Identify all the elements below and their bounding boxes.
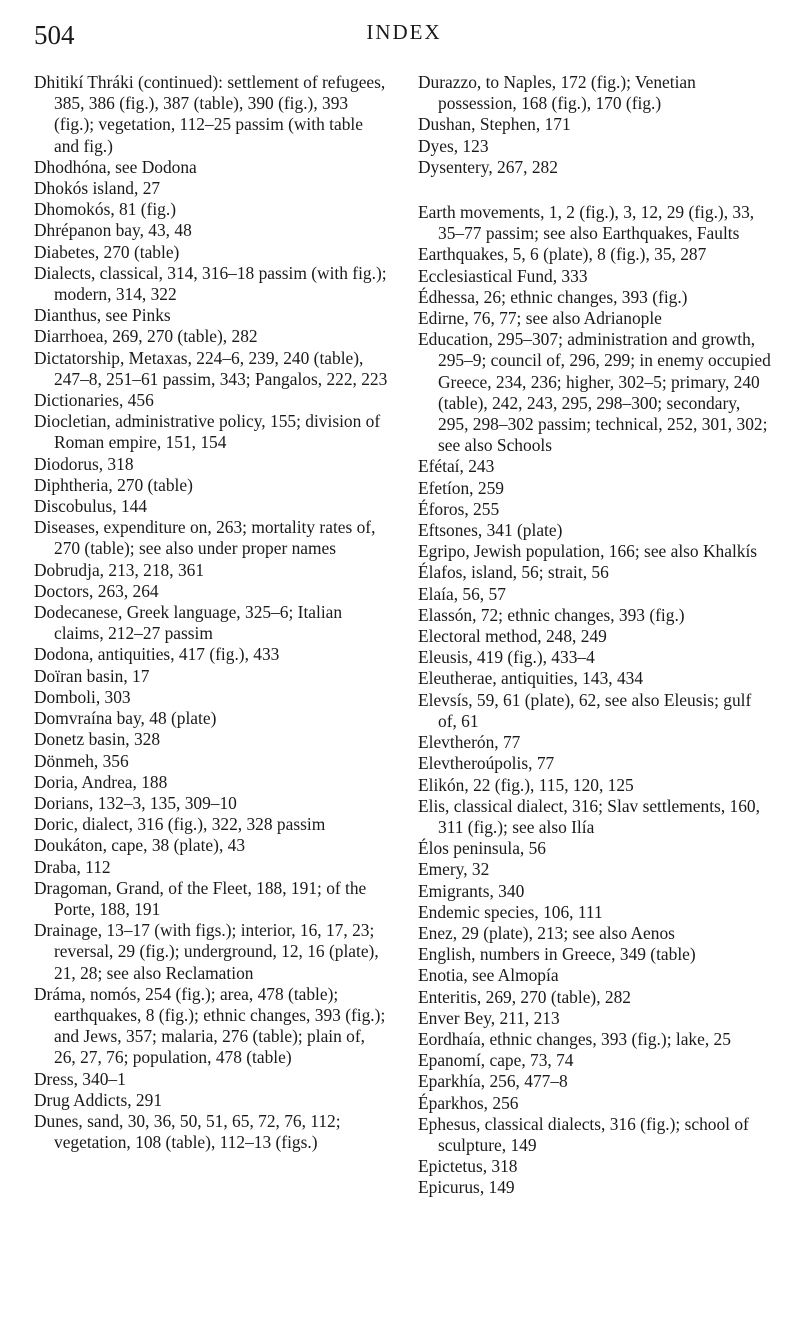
index-entry: Dianthus, see Pinks (34, 305, 171, 326)
index-entry: Dönmeh, 356 (34, 750, 129, 771)
index-entry: Endemic species, 106, 111 (418, 901, 603, 922)
index-entry: Discobulus, 144 (34, 496, 148, 517)
index-entry: Éforos, 255 (418, 498, 500, 519)
index-entry: English, numbers in Greece, 349 (table) (418, 944, 696, 965)
index-entry: Diseases, expenditure on, 263; mortality rates of, 270 (table); see also under proper names (34, 517, 376, 559)
index-entry: Elevsís, 59, 61 (plate), 62, see also Eleusis; gulf of, 61 (418, 689, 752, 731)
index-entry: Doria, Andrea, 188 (34, 771, 168, 792)
index-entry: Drainage, 13–17 (with figs.); interior, 16, 17, 23; reversal, 29 (fig.); underground, 12, 16 (plate), 21, 28; see also Reclamation (34, 920, 379, 983)
index-entry: Diphtheria, 270 (table) (34, 474, 193, 495)
index-entry: Dodecanese, Greek language, 325–6; Italian claims, 212–27 passim (34, 602, 343, 644)
index-entry: Eparkhía, 256, 477–8 (418, 1071, 568, 1092)
index-entry: Dictatorship, Metaxas, 224–6, 239, 240 (table), 247–8, 251–61 passim, 343; Pangalos, 222, 223 (34, 347, 388, 389)
index-entry: Draba, 112 (34, 856, 111, 877)
index-entry: Doïran basin, 17 (34, 665, 150, 686)
index-entry: Eleusis, 419 (fig.), 433–4 (418, 647, 595, 668)
right-column-group-d (418, 72, 774, 178)
running-head: INDEX (366, 20, 442, 44)
index-entry: Elevtherón, 77 (418, 732, 521, 753)
index-entry: Enteritis, 269, 270 (table), 282 (418, 986, 631, 1007)
index-entry: Diarrhoea, 269, 270 (table), 282 (34, 326, 258, 347)
index-entry: Earthquakes, 5, 6 (plate), 8 (fig.), 35, 287 (418, 244, 707, 265)
index-entry: Earth movements, 1, 2 (fig.), 3, 12, 29 (fig.), 33, 35–77 passim; see also Earthquakes, Faults (418, 202, 755, 244)
index-entry: Dialects, classical, 314, 316–18 passim (with fig.); modern, 314, 322 (34, 262, 387, 305)
index-entry: Eleutherae, antiquities, 143, 434 (418, 668, 644, 689)
index-entry: Electoral method, 248, 249 (418, 626, 607, 647)
index-entry: Enez, 29 (plate), 213; see also Aenos (418, 922, 675, 943)
index-entry: Diodorus, 318 (34, 453, 134, 474)
index-entry: Drug Addicts, 291 (34, 1089, 163, 1110)
index-entry: Dunes, sand, 30, 36, 50, 51, 65, 72, 76, 112; vegetation, 108 (table), 112–13 (figs.) (34, 1110, 341, 1153)
index-entry: Durazzo, to Naples, 172 (fig.); Venetian possession, 168 (fig.), 170 (fig.) (418, 72, 696, 114)
index-entry: Dragoman, Grand, of the Fleet, 188, 191; of the Porte, 188, 191 (34, 877, 367, 919)
index-entry: Domvraína bay, 48 (plate) (34, 708, 217, 729)
index-entry: Dhomokós, 81 (fig.) (34, 199, 177, 220)
index-entry: Dhokós island, 27 (34, 178, 161, 199)
index-entry: Ecclesiastical Fund, 333 (418, 265, 588, 286)
index-entry: Dictionaries, 456 (34, 390, 154, 411)
index-entry: Dhitikí Thráki (continued): settlement of refugees, 385, 386 (fig.), 387 (table), 390 (fig.), 393 (fig.); vegetation, 112–25 passim (with table and fig.) (34, 72, 386, 156)
right-column-group-e (418, 202, 774, 1199)
index-entry: Dorians, 132–3, 135, 309–10 (34, 792, 237, 813)
index-entry: Emigrants, 340 (418, 880, 525, 901)
page-number: 504 (34, 20, 75, 50)
index-entry: Ephesus, classical dialects, 316 (fig.); school of sculpture, 149 (418, 1113, 749, 1155)
index-entry: Doukáton, cape, 38 (plate), 43 (34, 835, 246, 856)
index-entry: Élos peninsula, 56 (418, 838, 547, 859)
index-entry: Dhrépanon bay, 43, 48 (34, 220, 192, 241)
index-entry: Elevtheroúpolis, 77 (418, 753, 555, 774)
index-entry: Edirne, 76, 77; see also Adrianople (418, 308, 662, 329)
index-entry: Efétaí, 243 (418, 456, 495, 477)
index-entry: Education, 295–307; administration and growth, 295–9; council of, 296, 299; in enemy occupied Greece, 234, 236; higher, 302–5; primary, 240 (table), 242, 243, 295, 298–300; secondary, 295, 298–302 passim; technical, 252, 301, 302; see also Schools (418, 329, 771, 456)
index-entry: Diabetes, 270 (table) (34, 241, 180, 262)
index-entry: Donetz basin, 328 (34, 729, 161, 750)
index-entry: Dysentery, 267, 282 (418, 156, 558, 177)
index-entry: Epicurus, 149 (418, 1177, 515, 1198)
index-entry: Efetíon, 259 (418, 477, 504, 498)
index-entry: Dobrudja, 213, 218, 361 (34, 559, 205, 580)
index-columns (34, 72, 774, 1199)
letter-gap (418, 178, 774, 202)
index-entry: Elikón, 22 (fig.), 115, 120, 125 (418, 774, 634, 795)
index-entry: Egripo, Jewish population, 166; see also Khalkís (418, 541, 758, 562)
index-entry: Epanomí, cape, 73, 74 (418, 1050, 574, 1071)
index-entry: Dráma, nomós, 254 (fig.); area, 478 (table); earthquakes, 8 (fig.); ethnic changes, 393 (fig.); and Jews, 357; malaria, 276 (table); plain of, 26, 27, 76; population, 478 (table) (34, 983, 386, 1068)
index-entry: Éparkhos, 256 (418, 1092, 519, 1113)
index-entry: Dress, 340–1 (34, 1068, 126, 1089)
index-entry: Enver Bey, 211, 213 (418, 1007, 560, 1028)
index-entry: Élafos, island, 56; strait, 56 (418, 562, 609, 583)
index-entry: Dodona, antiquities, 417 (fig.), 433 (34, 644, 280, 665)
right-column (418, 72, 774, 1199)
index-entry: Domboli, 303 (34, 686, 131, 707)
index-entry: Dhodhóna, see Dodona (34, 156, 197, 177)
index-entry: Doctors, 263, 264 (34, 580, 159, 601)
index-entry: Elaía, 56, 57 (418, 583, 506, 604)
index-entry: Dyes, 123 (418, 135, 489, 156)
index-entry: Eftsones, 341 (plate) (418, 520, 563, 541)
index-entry: Elassón, 72; ethnic changes, 393 (fig.) (418, 604, 685, 625)
index-entry: Emery, 32 (418, 859, 490, 880)
index-entry: Elis, classical dialect, 316; Slav settlements, 160, 311 (fig.); see also Ilía (418, 795, 760, 837)
index-entry: Édhessa, 26; ethnic changes, 393 (fig.) (418, 286, 688, 307)
index-entry: Doric, dialect, 316 (fig.), 322, 328 passim (34, 814, 326, 835)
index-entry: Dushan, Stephen, 171 (418, 114, 571, 135)
page-header (34, 20, 774, 72)
index-entry: Enotia, see Almopía (418, 965, 559, 986)
index-entry: Diocletian, administrative policy, 155; division of Roman empire, 151, 154 (34, 411, 381, 453)
index-entry: Epictetus, 318 (418, 1156, 518, 1177)
index-entry: Eordhaía, ethnic changes, 393 (fig.); lake, 25 (418, 1028, 731, 1049)
left-column (34, 72, 390, 1199)
